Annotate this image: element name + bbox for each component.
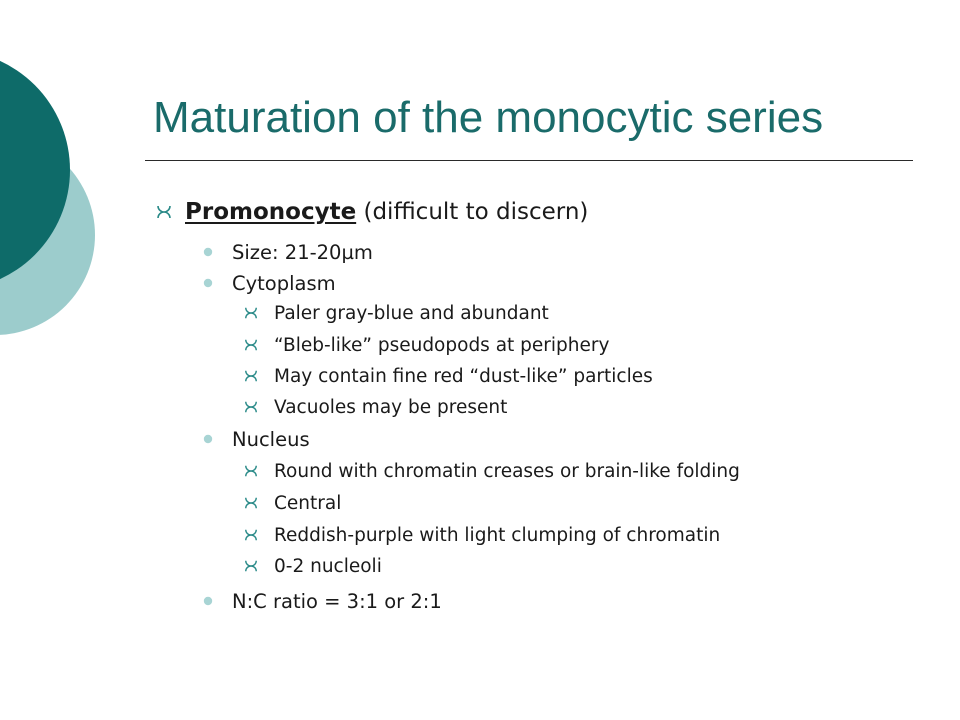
quad-arc-icon bbox=[244, 338, 274, 352]
quad-arc-icon bbox=[156, 204, 185, 220]
dot-icon bbox=[203, 596, 232, 606]
dot-icon bbox=[203, 434, 232, 444]
list-item-text: “Bleb-like” pseudopods at periphery bbox=[274, 334, 610, 356]
dot-icon bbox=[203, 247, 232, 257]
list-item-text: Cytoplasm bbox=[232, 271, 336, 295]
promonocyte-term: Promonocyte bbox=[185, 199, 357, 225]
list-item bbox=[244, 488, 341, 518]
slide-title: Maturation of the monocytic series bbox=[153, 93, 824, 142]
list-item bbox=[244, 520, 720, 550]
bullet-promonocyte bbox=[156, 196, 588, 228]
dot-icon bbox=[203, 278, 232, 288]
list-item-text: Vacuoles may be present bbox=[274, 396, 508, 418]
list-item bbox=[203, 268, 336, 298]
promonocyte-note: (difficult to discern) bbox=[356, 199, 589, 225]
list-item-text: 0-2 nucleoli bbox=[274, 555, 382, 577]
list-item bbox=[244, 298, 549, 328]
list-item bbox=[244, 330, 609, 360]
quad-arc-icon bbox=[244, 464, 274, 478]
quad-arc-icon bbox=[244, 496, 274, 510]
list-item bbox=[203, 586, 442, 616]
list-item-text: Nucleus bbox=[232, 427, 310, 451]
quad-arc-icon bbox=[244, 400, 274, 414]
list-item-text: Paler gray-blue and abundant bbox=[274, 302, 549, 324]
list-item-text: Central bbox=[274, 492, 342, 514]
quad-arc-icon bbox=[244, 369, 274, 383]
list-item bbox=[244, 456, 740, 486]
list-item bbox=[244, 361, 653, 391]
list-item-text: May contain fine red “dust-like” particles bbox=[274, 365, 653, 387]
list-item bbox=[203, 237, 373, 267]
quad-arc-icon bbox=[244, 559, 274, 573]
list-item bbox=[244, 392, 507, 422]
list-item-text: N:C ratio = 3:1 or 2:1 bbox=[232, 589, 442, 613]
list-item-text: Size: 21-20µm bbox=[232, 240, 373, 264]
quad-arc-icon bbox=[244, 306, 274, 320]
list-item-text: Reddish-purple with light clumping of chromatin bbox=[274, 524, 721, 546]
list-item-text: Round with chromatin creases or brain-like folding bbox=[274, 460, 740, 482]
list-item bbox=[203, 424, 310, 454]
list-item bbox=[244, 551, 382, 581]
quad-arc-icon bbox=[244, 528, 274, 542]
